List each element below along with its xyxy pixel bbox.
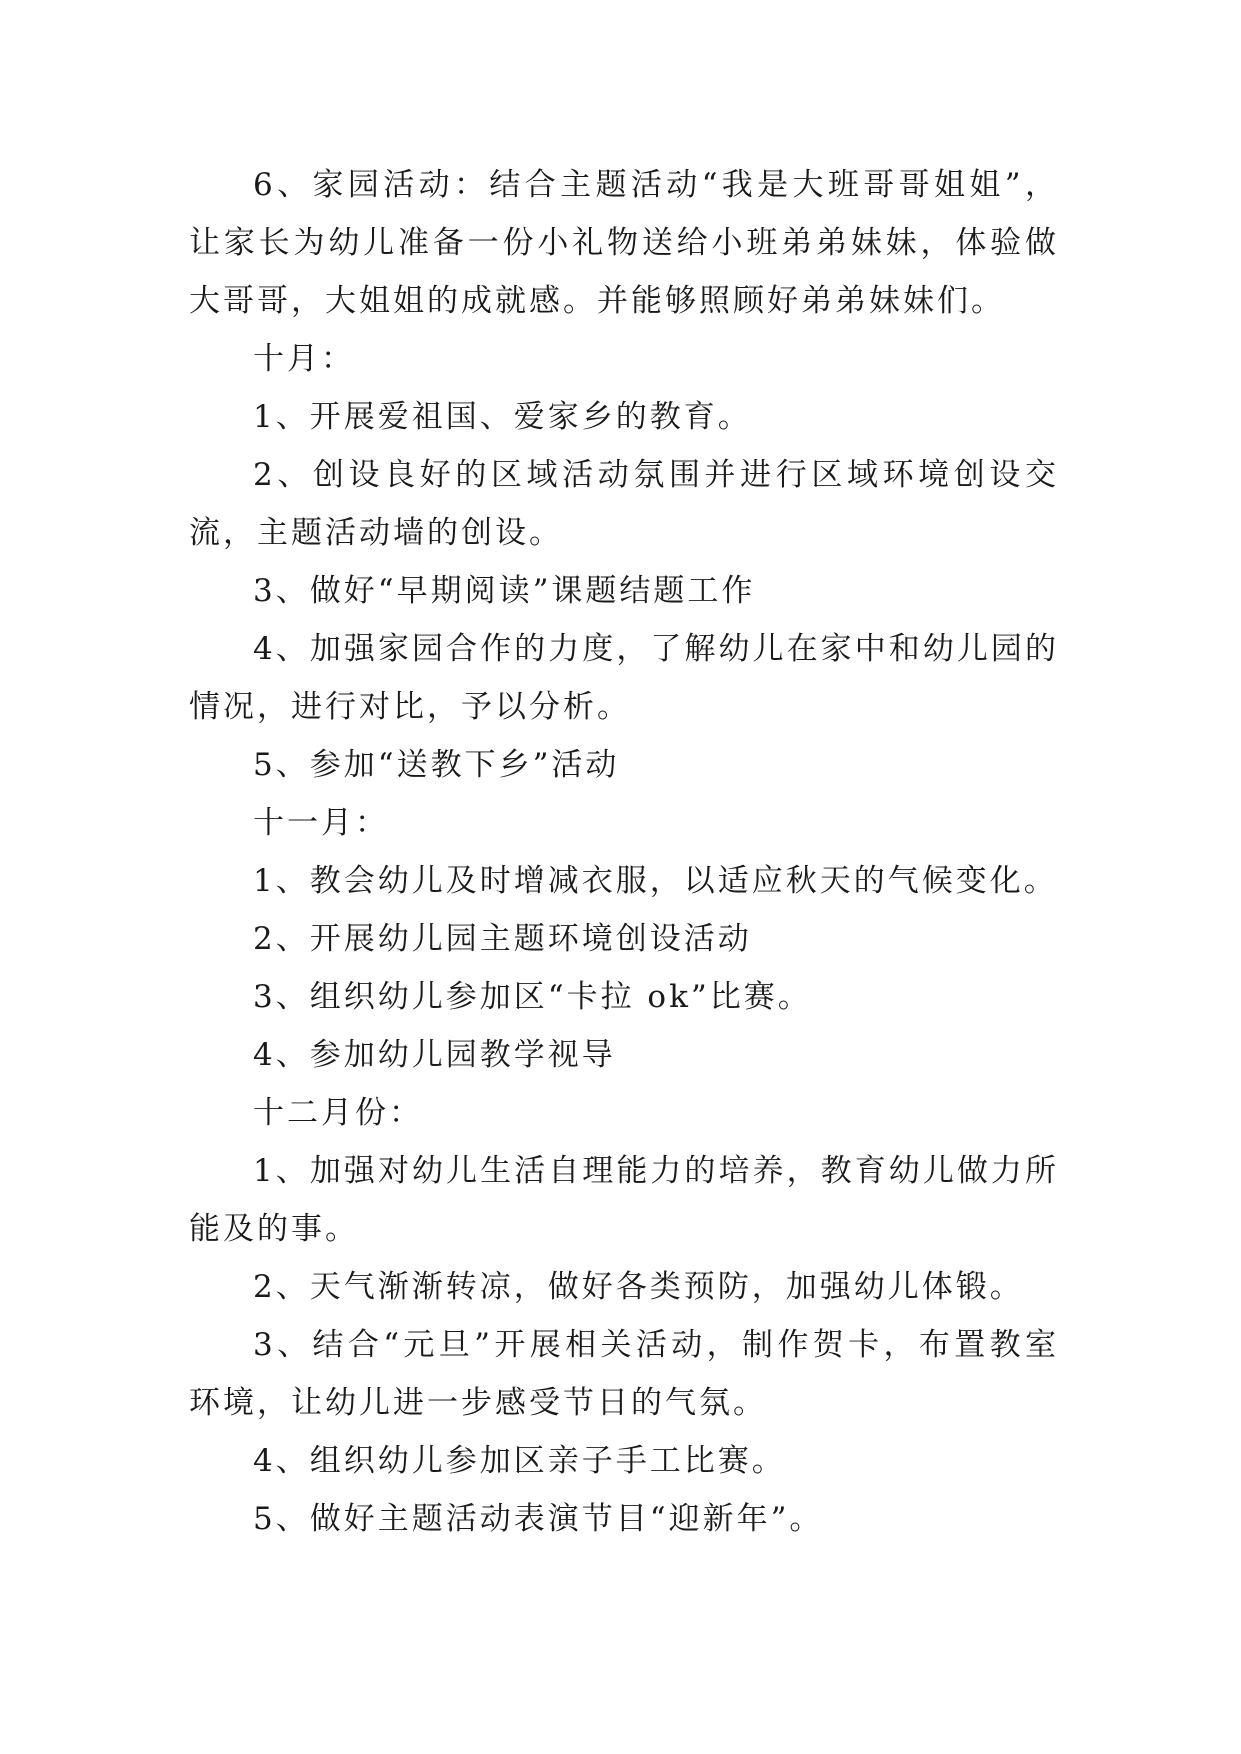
document-body xyxy=(189,156,1059,1548)
paragraph-december-2: 2、天气渐渐转凉，做好各类预防，加强幼儿体锻。 xyxy=(253,1269,1024,1305)
paragraph-december-1: 1、加强对幼儿生活自理能力的培养，教育幼儿做力所能及的事。 xyxy=(189,1153,1059,1247)
heading-october: 十月： xyxy=(253,341,355,377)
paragraph-november-2: 2、开展幼儿园主题环境创设活动 xyxy=(253,921,752,957)
paragraph-december-5: 5、做好主题活动表演节目“迎新年”。 xyxy=(253,1501,824,1537)
paragraph-activity-6: 6、家园活动：结合主题活动“我是大班哥哥姐姐”，让家长为幼儿准备一份小礼物送给小班弟弟妹妹，体验做大哥哥，大姐姐的成就感。并能够照顾好弟弟妹妹们。 xyxy=(189,167,1059,319)
paragraph-november-3: 3、组织幼儿参加区“卡拉 ok”比赛。 xyxy=(253,979,812,1015)
paragraph-october-4: 4、加强家园合作的力度，了解幼儿在家中和幼儿园的情况，进行对比，予以分析。 xyxy=(189,631,1059,725)
heading-december: 十二月份： xyxy=(253,1095,423,1131)
paragraph-december-4: 4、组织幼儿参加区亲子手工比赛。 xyxy=(253,1443,786,1479)
heading-november: 十一月： xyxy=(253,805,389,841)
paragraph-november-1: 1、教会幼儿及时增减衣服，以适应秋天的气候变化。 xyxy=(253,863,1058,899)
paragraph-october-5: 5、参加“送教下乡”活动 xyxy=(253,747,620,783)
paragraph-october-3: 3、做好“早期阅读”课题结题工作 xyxy=(253,573,756,609)
paragraph-november-4: 4、参加幼儿园教学视导 xyxy=(253,1037,616,1073)
paragraph-october-2: 2、创设良好的区域活动氛围并进行区域环境创设交流，主题活动墙的创设。 xyxy=(189,457,1059,551)
paragraph-october-1: 1、开展爱祖国、爱家乡的教育。 xyxy=(253,399,752,435)
paragraph-december-3: 3、结合“元旦”开展相关活动，制作贺卡，布置教室环境，让幼儿进一步感受节日的气氛。 xyxy=(189,1327,1059,1421)
